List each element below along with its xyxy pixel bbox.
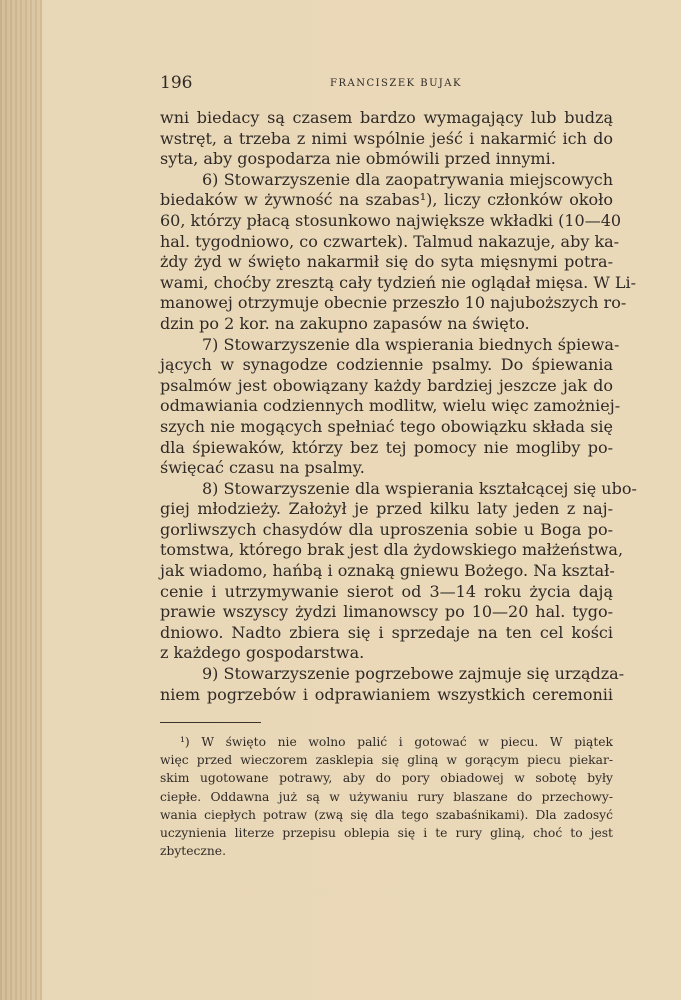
footnote-line: skim ugotowane potrawy, aby do pory obiadowej w sobotę były bbox=[160, 771, 613, 786]
footnote-line: uczynienia literze przepisu oblepia się i te rury gliną, choć to jest bbox=[160, 825, 613, 840]
text-line: psalmów jest obowiązany każdy bardziej jeszcze jak do bbox=[160, 375, 613, 395]
text-line: 6) Stowarzyszenie dla zaopatrywania miejscowych bbox=[202, 169, 613, 189]
page-header bbox=[160, 73, 615, 93]
text-line: syta, aby gospodarza nie obmówili przed innymi. bbox=[160, 149, 556, 169]
text-line: gorliwszych chasydów dla uproszenia sobie u Boga po- bbox=[160, 519, 613, 539]
footnote-line: więc przed wieczorem zasklepia się gliną w gorącym piecu piekar- bbox=[160, 753, 613, 768]
text-line: wni biedacy są czasem bardzo wymagający lub budzą bbox=[160, 108, 613, 127]
text-line: prawie wszyscy żydzi limanowscy po 10—20 hal. tygo- bbox=[160, 602, 613, 622]
footnote-divider bbox=[160, 722, 261, 723]
text-line: 7) Stowarzyszenie dla wspierania biednych śpiewa- bbox=[202, 334, 620, 354]
text-line: jących w synagodze codziennie psalmy. Do śpiewania bbox=[160, 355, 613, 375]
text-line: 8) Stowarzyszenie dla wspierania kształcącej się ubo- bbox=[202, 478, 637, 498]
text-line: manowej otrzymuje obecnie przeszło 10 najuboższych ro- bbox=[160, 293, 627, 313]
page-number: 196 bbox=[160, 73, 193, 93]
text-line: dniowo. Nadto zbiera się i sprzedaje na ten cel kości bbox=[160, 622, 613, 642]
text-line: biedaków w żywność na szabas¹), liczy członków około bbox=[160, 190, 613, 210]
footnote bbox=[160, 733, 613, 860]
text-line: niem pogrzebów i odprawianiem wszystkich ceremonii bbox=[160, 684, 613, 704]
text-line: jak wiadomo, hańbą i oznaką gniewu Bożego. Na kształ- bbox=[160, 561, 615, 581]
footnote-line: ciepłe. Oddawna już są w używaniu rury blaszane do przechowy- bbox=[160, 789, 613, 804]
text-line: dla śpiewaków, którzy bez tej pomocy nie mogliby po- bbox=[160, 437, 613, 457]
footnote-line: zbyteczne. bbox=[160, 844, 226, 859]
footnote-line: wania ciepłych potraw (zwą się dla tego szabaśnikami). Dla zadosyć bbox=[160, 807, 613, 822]
text-line: dzin po 2 kor. na zakupno zapasów na święto. bbox=[160, 313, 530, 333]
text-line: odmawiania codziennych modlitw, wielu więc zamożniej- bbox=[160, 396, 621, 416]
text-line: 9) Stowarzyszenie pogrzebowe zajmuje się urządza- bbox=[202, 664, 625, 684]
text-line: żdy żyd w święto nakarmił się do syta mięsnymi potra- bbox=[160, 252, 613, 272]
text-line: wami, choćby zresztą cały tydzień nie oglądał mięsa. W Li- bbox=[160, 272, 637, 292]
text-line: cenie i utrzymywanie sierot od 3—14 roku życia dają bbox=[160, 581, 613, 601]
text-line: szych nie mogących spełniać tego obowiązku składa się bbox=[160, 416, 613, 436]
text-line: święcać czasu na psalmy. bbox=[160, 458, 365, 478]
book-gutter bbox=[0, 0, 42, 1000]
text-line: tomstwa, którego brak jest dla żydowskiego małżeństwa, bbox=[160, 540, 624, 560]
text-line: wstręt, a trzeba z nimi wspólnie jeść i nakarmić ich do bbox=[160, 128, 613, 148]
running-head: FRANCISZEK BUJAK bbox=[330, 78, 462, 89]
body-text bbox=[160, 108, 637, 705]
text-line: z każdego gospodarstwa. bbox=[160, 643, 365, 663]
text-line: hal. tygodniowo, co czwartek). Talmud nakazuje, aby ka- bbox=[160, 231, 620, 251]
text-line: giej młodzieży. Założył je przed kilku laty jeden z naj- bbox=[160, 499, 613, 519]
footnote-line: ¹) W święto nie wolno palić i gotować w piecu. W piątek bbox=[180, 735, 613, 749]
text-line: 60, którzy płacą stosunkowo największe wkładki (10—40 bbox=[160, 210, 622, 230]
